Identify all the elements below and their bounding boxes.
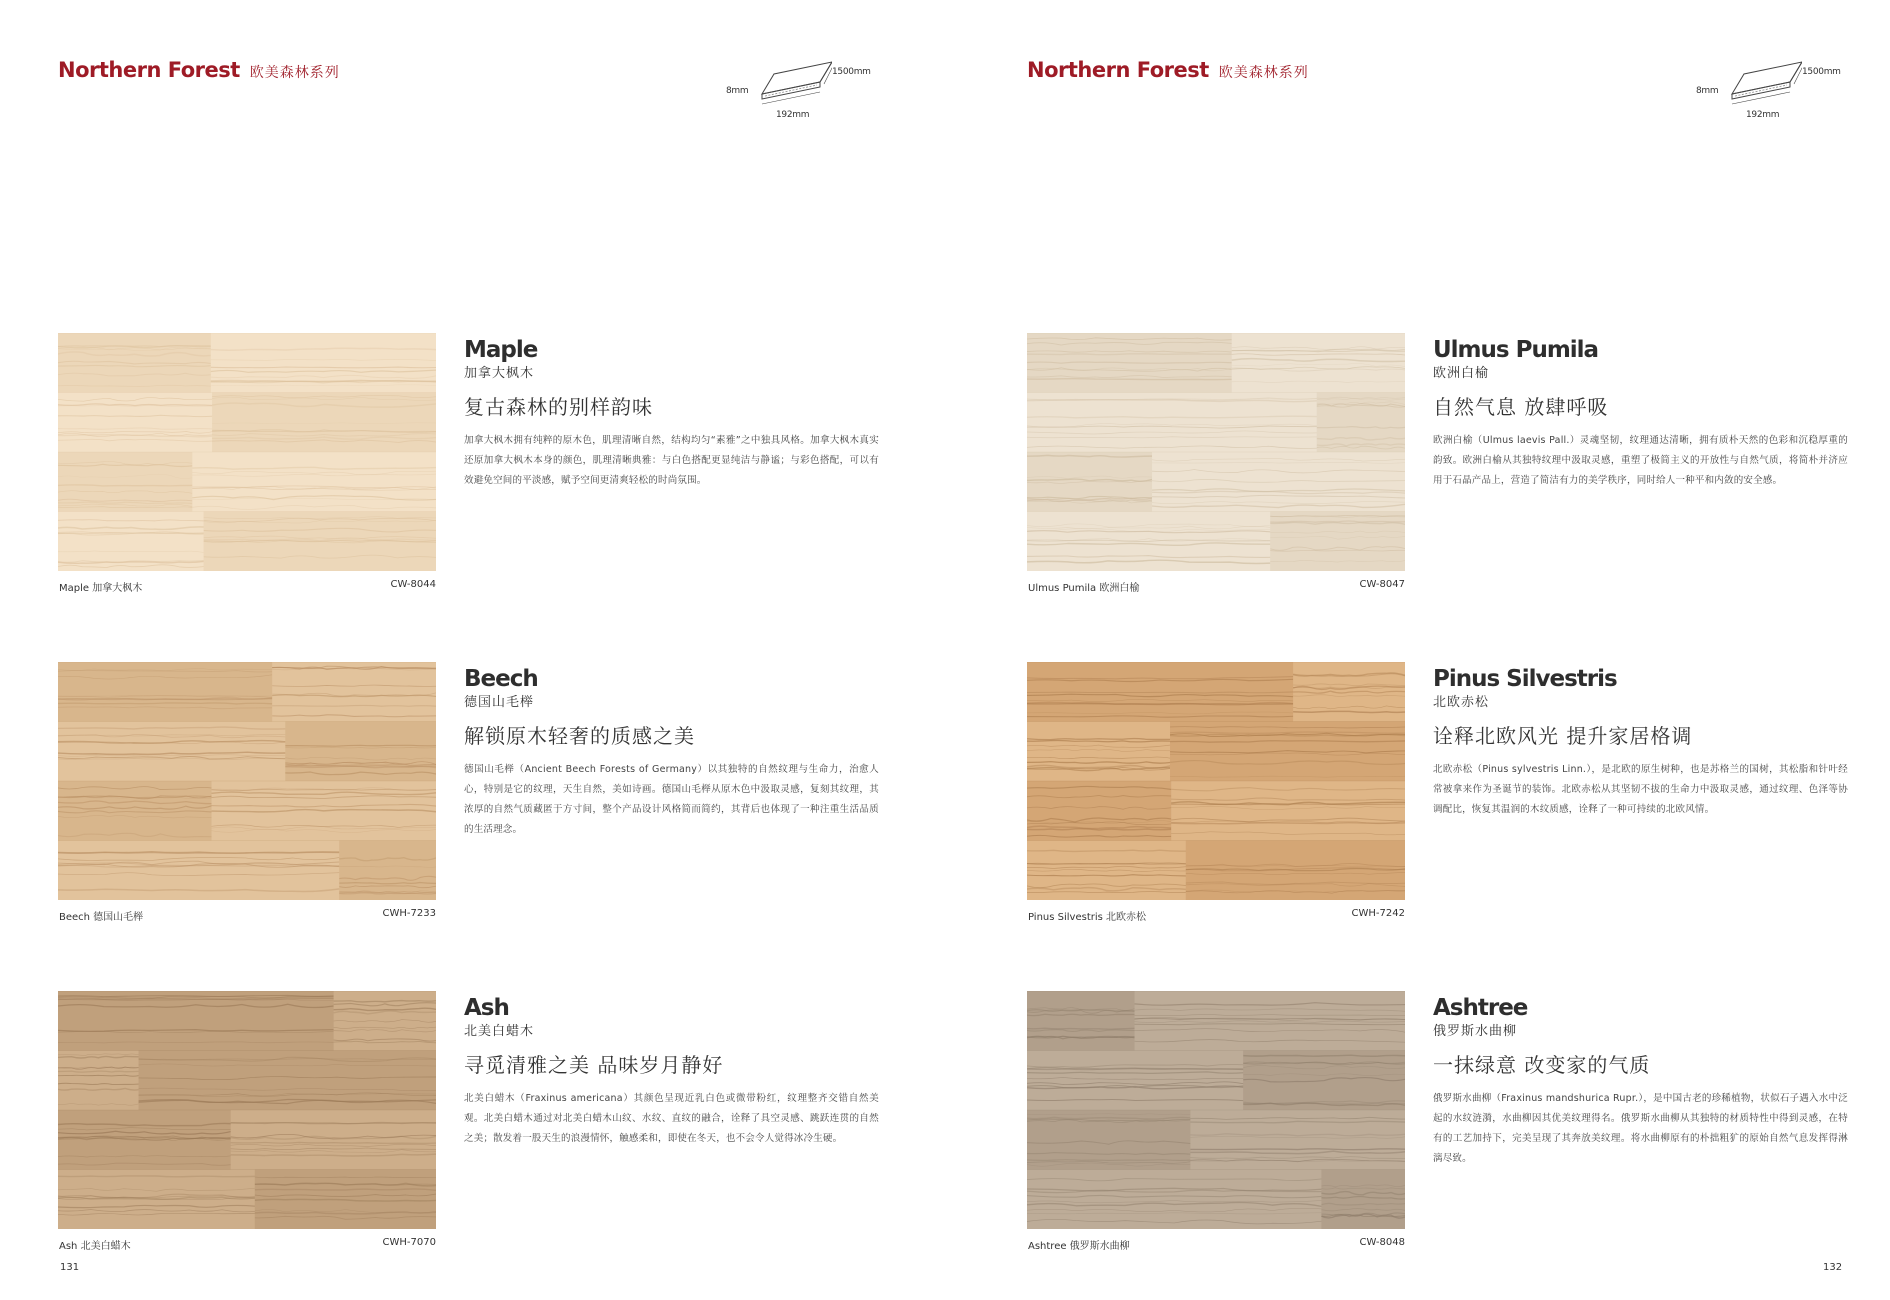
- product-description: 欧洲白榆（Ulmus laevis Pall.）灵魂坚韧，纹理通达清晰，拥有质朴天然的色彩和沉稳厚重的韵致。欧洲白榆从其独特纹理中汲取灵感，重塑了极简主义的开放性与自然气质，将简朴并济应用于石晶产品上，营造了简洁有力的美学秩序，同时给人一种平和内敛的安全感。: [1433, 435, 1848, 486]
- series-title-cn: 欧美森林系列: [1218, 65, 1309, 81]
- product-code: CWH-7070: [382, 1237, 436, 1248]
- dimension-length: 1500mm: [1802, 67, 1841, 77]
- swatch-caption: Maple 加拿大枫木: [59, 583, 143, 594]
- wood-swatch-image: [1027, 662, 1405, 900]
- product-tagline: 诠释北欧风光 提升家居格调: [1433, 724, 1693, 748]
- wood-grain-graphic: [1027, 333, 1405, 571]
- product-info: [1433, 662, 1848, 820]
- swatch-caption: Ash 北美白蜡木: [59, 1241, 131, 1252]
- product-description: 德国山毛榉（Ancient Beech Forests of Germany）以其独特的自然纹理与生命力，治愈人心，特别是它的纹理，天生自然，美如诗画。德国山毛榉从原木色中汲取灵感，复刻其纹理，其浓厚的自然气质藏匿于方寸间，整个产品设计风格简而简约，其背后也体现了一种注重生活品质的生活理念。: [464, 764, 879, 835]
- wood-swatch-image: [1027, 991, 1405, 1229]
- page-header: [1027, 58, 1309, 82]
- wood-swatch-image: [58, 662, 436, 900]
- product-description: 北欧赤松（Pinus sylvestris Linn.），是北欧的原生树种，也是苏格兰的国树，其松脂和针叶经常被拿来作为圣诞节的装饰。北欧赤松从其坚韧不拔的生命力中汲取灵感，通过纹理、色泽等协调配比，恢复其温润的木纹质感，诠释了一种可持续的北欧风情。: [1433, 764, 1848, 815]
- plank-icon: [1730, 60, 1802, 112]
- wood-swatch-image: [58, 333, 436, 571]
- product-tagline: 复古森林的别样韵味: [464, 395, 653, 419]
- product-name-cn: 德国山毛榉: [464, 695, 535, 710]
- product-name-cn: 北欧赤松: [1433, 695, 1490, 710]
- dimension-width: 192mm: [1746, 110, 1780, 120]
- wood-swatch-image: [58, 991, 436, 1229]
- product-name-en: Pinus Silvestris: [1433, 666, 1617, 692]
- plank-icon: [760, 60, 832, 112]
- product-info: [464, 662, 879, 840]
- wood-grain-graphic: [1027, 662, 1405, 900]
- product-tagline: 解锁原木轻奢的质感之美: [464, 724, 695, 748]
- product-card: [1027, 333, 1847, 603]
- plank-dimensions-diagram: [1696, 58, 1856, 124]
- swatch-caption: Ulmus Pumila 欧洲白榆: [1028, 583, 1140, 594]
- plank-dimensions-diagram: [726, 58, 886, 124]
- wood-grain-graphic: [58, 662, 436, 900]
- wood-grain-graphic: [58, 991, 436, 1229]
- product-code: CW-8048: [1359, 1237, 1405, 1248]
- product-name-en: Ashtree: [1433, 995, 1528, 1021]
- product-code: CWH-7242: [1351, 908, 1405, 919]
- dimension-length: 1500mm: [832, 67, 871, 77]
- product-card: [58, 333, 878, 603]
- product-info: [464, 991, 879, 1149]
- product-tagline: 一抹绿意 改变家的气质: [1433, 1053, 1651, 1077]
- product-tagline: 自然气息 放肆呼吸: [1433, 395, 1609, 419]
- swatch-caption: Pinus Silvestris 北欧赤松: [1028, 912, 1147, 923]
- product-card: [1027, 662, 1847, 932]
- series-title-en: Northern Forest: [58, 58, 240, 82]
- product-card: [1027, 991, 1847, 1261]
- dimension-width: 192mm: [776, 110, 810, 120]
- swatch-caption: Beech 德国山毛榉: [59, 912, 144, 923]
- product-tagline: 寻觅清雅之美 品味岁月静好: [464, 1053, 724, 1077]
- page-number: 131: [60, 1262, 80, 1273]
- page-right: [945, 0, 1890, 1300]
- series-title-cn: 欧美森林系列: [249, 65, 340, 81]
- product-info: [464, 333, 879, 491]
- page-header: [58, 58, 340, 82]
- product-code: CW-8044: [390, 579, 436, 590]
- product-code: CW-8047: [1359, 579, 1405, 590]
- product-card: [58, 662, 878, 932]
- product-name-cn: 俄罗斯水曲柳: [1433, 1024, 1518, 1039]
- product-description: 北美白蜡木（Fraxinus americana）其颜色呈现近乳白色或微带粉红，纹理整齐交错自然美观。北美白蜡木通过对北美白蜡木山纹、水纹、直纹的融合，诠释了具空灵感、跳跃连贯的自然之美；散发着一股天生的浪漫情怀，触感柔和，即使在冬天，也不会令人觉得冰冷生硬。: [464, 1093, 879, 1144]
- product-name-cn: 欧洲白榆: [1433, 366, 1490, 381]
- dimension-height: 8mm: [726, 86, 749, 96]
- series-title-en: Northern Forest: [1027, 58, 1209, 82]
- product-description: 加拿大枫木拥有纯粹的原木色，肌理清晰自然，结构均匀“素雅”之中独具风格。加拿大枫木真实还原加拿大枫木本身的颜色，肌理清晰典雅：与白色搭配更显纯洁与静谧；与彩色搭配，可以有效避免空间的平淡感，赋予空间更清爽轻松的时尚氛围。: [464, 435, 879, 486]
- product-info: [1433, 333, 1848, 491]
- swatch-caption: Ashtree 俄罗斯水曲柳: [1028, 1241, 1130, 1252]
- product-name-cn: 加拿大枫木: [464, 366, 535, 381]
- product-card: [58, 991, 878, 1261]
- product-name-en: Ulmus Pumila: [1433, 337, 1599, 363]
- product-code: CWH-7233: [382, 908, 436, 919]
- wood-grain-graphic: [1027, 991, 1405, 1229]
- product-name-en: Maple: [464, 337, 538, 363]
- page-number: 132: [1823, 1262, 1843, 1273]
- product-name-en: Ash: [464, 995, 509, 1021]
- product-name-cn: 北美白蜡木: [464, 1024, 535, 1039]
- wood-grain-graphic: [58, 333, 436, 571]
- product-description: 俄罗斯水曲柳（Fraxinus mandshurica Rupr.），是中国古老的珍稀植物，状似石子遇入水中泛起的水纹涟漪，水曲柳因其优美纹理得名。俄罗斯水曲柳从其独特的材质特性中得到灵感，在特有的工艺加持下，完美呈现了其奔放美纹理。将水曲柳原有的朴拙粗犷的原始自然气息发挥得淋漓尽致。: [1433, 1093, 1848, 1164]
- product-name-en: Beech: [464, 666, 538, 692]
- product-info: [1433, 991, 1848, 1169]
- dimension-height: 8mm: [1696, 86, 1719, 96]
- wood-swatch-image: [1027, 333, 1405, 571]
